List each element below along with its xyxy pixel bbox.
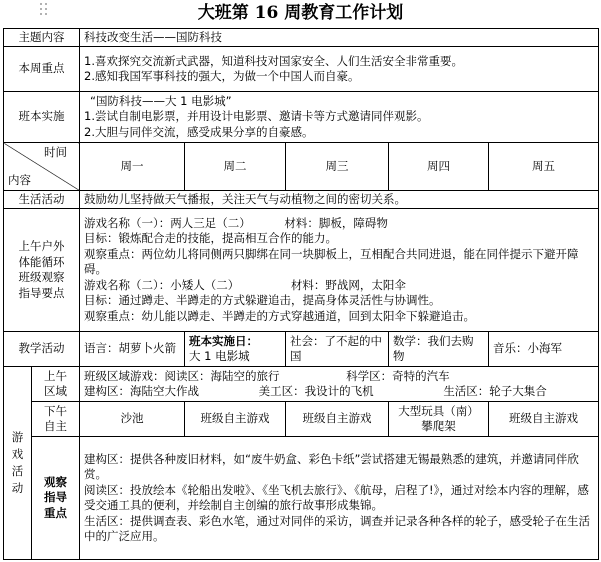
key-points-row — [4, 47, 599, 92]
afternoon-mon: 沙池 — [80, 402, 185, 437]
outdoor-label — [4, 209, 80, 332]
morning-area-row — [4, 367, 599, 402]
observe-label — [32, 437, 80, 560]
class-practice-row — [4, 92, 599, 143]
morning-area-line-2 — [84, 384, 594, 400]
science-area-text: 科学区：奇特的汽车 — [346, 368, 450, 383]
afternoon-label-line: 下午 — [44, 403, 67, 418]
observe-label-line: 观察 — [44, 474, 67, 489]
afternoon-row — [4, 402, 599, 437]
game2-name-line — [84, 278, 594, 294]
key-points-label: 本周重点 — [4, 47, 80, 92]
day-header-fri: 周五 — [489, 143, 599, 191]
class-practice-item: “国防科技——大 1 电影城” — [90, 93, 232, 108]
key-point-item: 1.喜欢探究交流新式武器，知道科技对国家安全、人们生活安全非常重要。 — [84, 53, 463, 68]
afternoon-label-line: 自主 — [44, 419, 67, 433]
theme-row — [4, 29, 599, 47]
morning-area-label — [32, 367, 80, 402]
teaching-tue-title: 班本实施日： — [189, 333, 258, 348]
morning-area-line-1 — [84, 369, 594, 385]
life-area-text: 生活区：轮子大集合 — [443, 384, 547, 398]
observe-cell — [80, 437, 599, 560]
teaching-fri: 音乐：小海军 — [489, 332, 599, 367]
outdoor-label-line: 指导要点 — [18, 285, 65, 300]
teaching-mon: 语言：胡萝卜火箭 — [80, 332, 185, 367]
game1-material: 材料：脚板，障碍物 — [284, 215, 388, 230]
game2-goal: 目标：通过蹲走、半蹲走的方式躲避追击，提高身体灵活性与协调性。 — [84, 293, 441, 308]
teaching-label: 教学活动 — [4, 332, 80, 367]
life-value: 鼓励幼儿坚持做天气播报，关注天气与动植物之间的密切关系。 — [80, 191, 599, 209]
afternoon-tue: 班级自主游戏 — [185, 402, 286, 437]
theme-value: 科技改变生活——国防科技 — [80, 29, 599, 47]
page-title: 大班第 16 周教育工作计划 — [197, 3, 404, 23]
day-header-mon: 周一 — [80, 143, 185, 191]
outdoor-label-line: 上午户外 — [18, 239, 65, 253]
day-header-wed: 周三 — [286, 143, 389, 191]
class-practice-cell — [80, 92, 599, 143]
game2-focus: 观察重点：幼儿能以蹲走、半蹲走的方式穿越通道，回到太阳伞下躲避追击。 — [84, 308, 475, 323]
afternoon-thu: 大型玩具（南）攀爬架 — [389, 402, 489, 437]
corner-header — [4, 143, 80, 191]
games-label-char: 游 — [11, 430, 24, 444]
morning-area-label-line: 区域 — [44, 384, 67, 398]
games-label — [4, 367, 32, 560]
outdoor-label-line: 班级观察 — [18, 270, 65, 284]
header-row — [4, 143, 599, 191]
class-practice-item: 2.大胆与同伴交流，感受成果分享的自豪感。 — [84, 124, 314, 139]
observe-item: 阅读区：投放绘本《轮船出发啦》、《坐飞机去旅行》、《航母，启程了!》，通过对绘本内容的理解，感受交通工具的便利，并绘制自主创编的旅行故事形成集锦。 — [84, 482, 589, 512]
key-points-cell — [80, 47, 599, 92]
teaching-tue-value: 大 1 电影城 — [189, 349, 250, 363]
life-label: 生活活动 — [4, 191, 80, 209]
observe-item: 生活区：提供调查表、彩色水笔，通过对同伴的采访，调查并记录各种各样的轮子，感受轮子在生活中的广泛应用。 — [84, 513, 590, 543]
afternoon-fri: 班级自主游戏 — [489, 402, 599, 437]
day-header-thu: 周四 — [389, 143, 489, 191]
life-row — [4, 191, 599, 209]
observe-label-line: 指导 — [44, 490, 67, 505]
game1-goal: 目标：锻炼配合走的技能，提高相互合作的能力。 — [84, 231, 337, 246]
game1-name-line — [84, 216, 594, 232]
games-label-char: 活 — [11, 464, 24, 478]
morning-area-cell — [80, 367, 599, 402]
class-practice-item: 1.尝试自制电影票，并用设计电影票、邀请卡等方式邀请同伴观影。 — [84, 109, 429, 124]
game2-name: 游戏名称（二）：小矮人（二） — [84, 277, 240, 292]
game2-material: 材料：野战网，太阳伞 — [290, 277, 406, 292]
construction-area-text: 建构区：海陆空大作战 — [84, 384, 199, 398]
theme-label: 主题内容 — [4, 29, 80, 47]
afternoon-label — [32, 402, 80, 437]
corner-content-label: 内容 — [8, 172, 31, 187]
afternoon-wed: 班级自主游戏 — [286, 402, 389, 437]
teaching-wed: 社会：了不起的中国 — [286, 332, 389, 367]
class-practice-label: 班本实施 — [4, 92, 80, 143]
teaching-tue — [185, 332, 286, 367]
day-header-tue: 周二 — [185, 143, 286, 191]
art-area-text: 美工区：我设计的飞机 — [258, 384, 374, 398]
observe-item: 建构区：提供各种废旧材料，如“废牛奶盒、彩色卡纸”尝试搭建无锡最熟悉的建筑，并邀请同伴欣赏。 — [84, 451, 579, 481]
reading-area-text: 班级区域游戏：阅读区：海陆空的旅行 — [84, 368, 280, 383]
observe-label-line: 重点 — [44, 505, 67, 520]
outdoor-cell — [80, 209, 599, 332]
corner-time-label: 时间 — [44, 145, 67, 159]
games-label-char: 戏 — [11, 447, 24, 461]
outdoor-row — [4, 209, 599, 332]
key-point-item: 2.感知我国军事科技的强大，为做一个中国人而自豪。 — [84, 69, 360, 83]
teaching-thu: 数学：我们去购物 — [389, 332, 489, 367]
weekly-plan-table — [3, 28, 599, 560]
game1-focus: 观察重点：两位幼儿将同侧两只脚绑在同一块脚板上，互相配合共同进退，能在同伴提示下避开障碍。 — [84, 246, 579, 277]
observe-row — [4, 437, 599, 560]
outdoor-label-line: 体能循环 — [18, 254, 65, 269]
teaching-row — [4, 332, 599, 367]
games-label-char: 动 — [11, 481, 24, 495]
morning-area-label-line: 上午 — [44, 368, 67, 383]
game1-name: 游戏名称（一）：两人三足（二） — [84, 215, 251, 230]
